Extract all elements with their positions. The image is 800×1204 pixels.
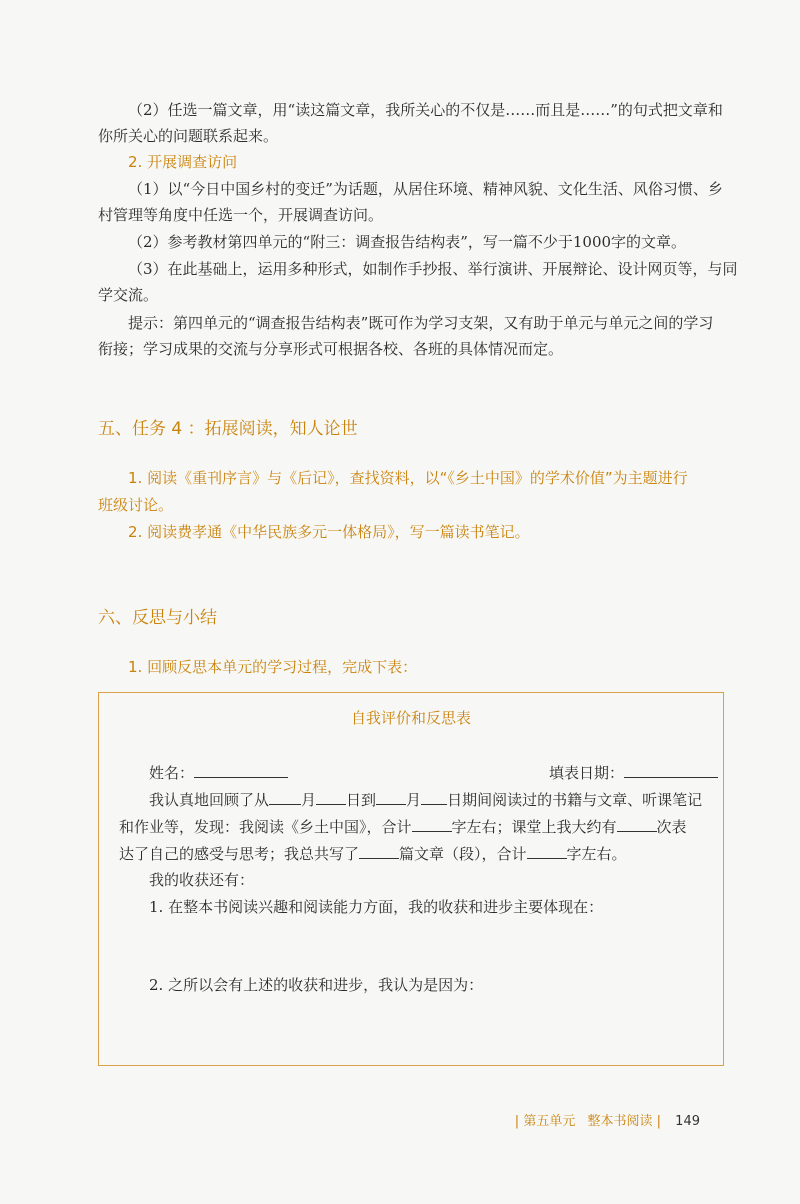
form-line-1 bbox=[149, 788, 702, 812]
subheading-investigation: 2. 开展调查访问 bbox=[128, 153, 238, 171]
harvest-label: 我的收获还有： bbox=[149, 871, 255, 889]
name-blank[interactable] bbox=[194, 761, 288, 778]
start-month-blank[interactable] bbox=[269, 788, 301, 805]
form-line-1-text-b: 日期间阅读过的书籍与文章、听课笔记 bbox=[447, 791, 703, 809]
date-label: 填表日期： bbox=[549, 764, 625, 782]
end-month-blank[interactable] bbox=[376, 788, 406, 805]
end-day-blank[interactable] bbox=[421, 788, 447, 805]
paragraph-task-2-2a: （2）任选一篇文章，用“读这篇文章，我所关心的不仅是……而且是……”的句式把文章和 bbox=[128, 101, 723, 119]
form-title: 自我评价和反思表 bbox=[350, 709, 471, 727]
date-line bbox=[549, 761, 718, 785]
name-label: 姓名： bbox=[149, 764, 195, 782]
times-blank[interactable] bbox=[617, 815, 657, 832]
word-count-blank[interactable] bbox=[412, 815, 452, 832]
section-5-item-2: 2. 阅读费孝通《中华民族多元一体格局》，写一篇读书笔记。 bbox=[128, 523, 530, 541]
footer-section-name: 整本书阅读 bbox=[587, 1114, 653, 1129]
page-number: 149 bbox=[675, 1114, 700, 1129]
question-2: 2. 之所以会有上述的收获和进步，我认为是因为： bbox=[149, 976, 484, 994]
date-blank[interactable] bbox=[624, 761, 718, 778]
paragraph-investigation-1b: 村管理等角度中任选一个，开展调查访问。 bbox=[98, 206, 384, 224]
footer-divider-left: | bbox=[514, 1114, 520, 1129]
total-words-blank[interactable] bbox=[527, 842, 567, 859]
form-line-2-text-c: 次表 bbox=[656, 818, 687, 836]
paragraph-investigation-1a: （1）以“今日中国乡村的变迁”为话题，从居住环境、精神风貌、文化生活、风俗习惯、乡 bbox=[128, 180, 723, 198]
form-line-3-text-a: 达了自己的感受与思考；我总共写了 bbox=[119, 845, 360, 863]
name-line bbox=[149, 761, 288, 785]
paragraph-investigation-3a: （3）在此基础上，运用多种形式，如制作手抄报、举行演讲、开展辩论、设计网页等，与同 bbox=[128, 260, 738, 278]
footer-unit: 第五单元 bbox=[523, 1114, 576, 1129]
form-line-1-month-1: 月 bbox=[301, 791, 317, 809]
page-footer bbox=[515, 1110, 700, 1129]
footer-divider-right: | bbox=[656, 1114, 662, 1129]
tip-paragraph-a: 提示：第四单元的“调查报告结构表”既可作为学习支架，又有助于单元与单元之间的学习 bbox=[128, 314, 714, 332]
paragraph-task-2-2b: 你所关心的问题联系起来。 bbox=[98, 127, 279, 145]
form-line-1-day-1: 日到 bbox=[346, 791, 377, 809]
form-line-1-text-a: 我认真地回顾了从 bbox=[149, 791, 270, 809]
form-line-1-month-2: 月 bbox=[406, 791, 422, 809]
articles-blank[interactable] bbox=[359, 842, 399, 859]
form-line-3-text-c: 字左右。 bbox=[566, 845, 627, 863]
section-5-heading: 五、任务 4 ：拓展阅读，知人论世 bbox=[98, 419, 358, 439]
form-line-2-text-b: 字左右；课堂上我大约有 bbox=[451, 818, 617, 836]
section-5-item-1b: 班级讨论。 bbox=[98, 496, 174, 514]
start-day-blank[interactable] bbox=[316, 788, 346, 805]
self-evaluation-form bbox=[98, 692, 724, 1066]
paragraph-investigation-2: （2）参考教材第四单元的“附三：调查报告结构表”，写一篇不少于1000字的文章。 bbox=[128, 233, 687, 251]
paragraph-investigation-3b: 学交流。 bbox=[98, 286, 159, 304]
section-6-heading: 六、反思与小结 bbox=[98, 608, 217, 628]
section-6-item-1: 1. 回顾反思本单元的学习过程，完成下表： bbox=[128, 658, 418, 676]
form-line-2 bbox=[119, 815, 687, 839]
form-line-3 bbox=[119, 842, 627, 866]
tip-paragraph-b: 衔接；学习成果的交流与分享形式可根据各校、各班的具体情况而定。 bbox=[98, 340, 564, 358]
form-line-2-text-a: 和作业等，发现：我阅读《乡土中国》，合计 bbox=[119, 818, 412, 836]
form-line-3-text-b: 篇文章（段），合计 bbox=[399, 845, 527, 863]
section-5-item-1a: 1. 阅读《重刊序言》与《后记》，查找资料，以“《乡土中国》的学术价值”为主题进行 bbox=[128, 469, 688, 487]
question-1: 1. 在整本书阅读兴趣和阅读能力方面，我的收获和进步主要体现在： bbox=[149, 898, 604, 916]
